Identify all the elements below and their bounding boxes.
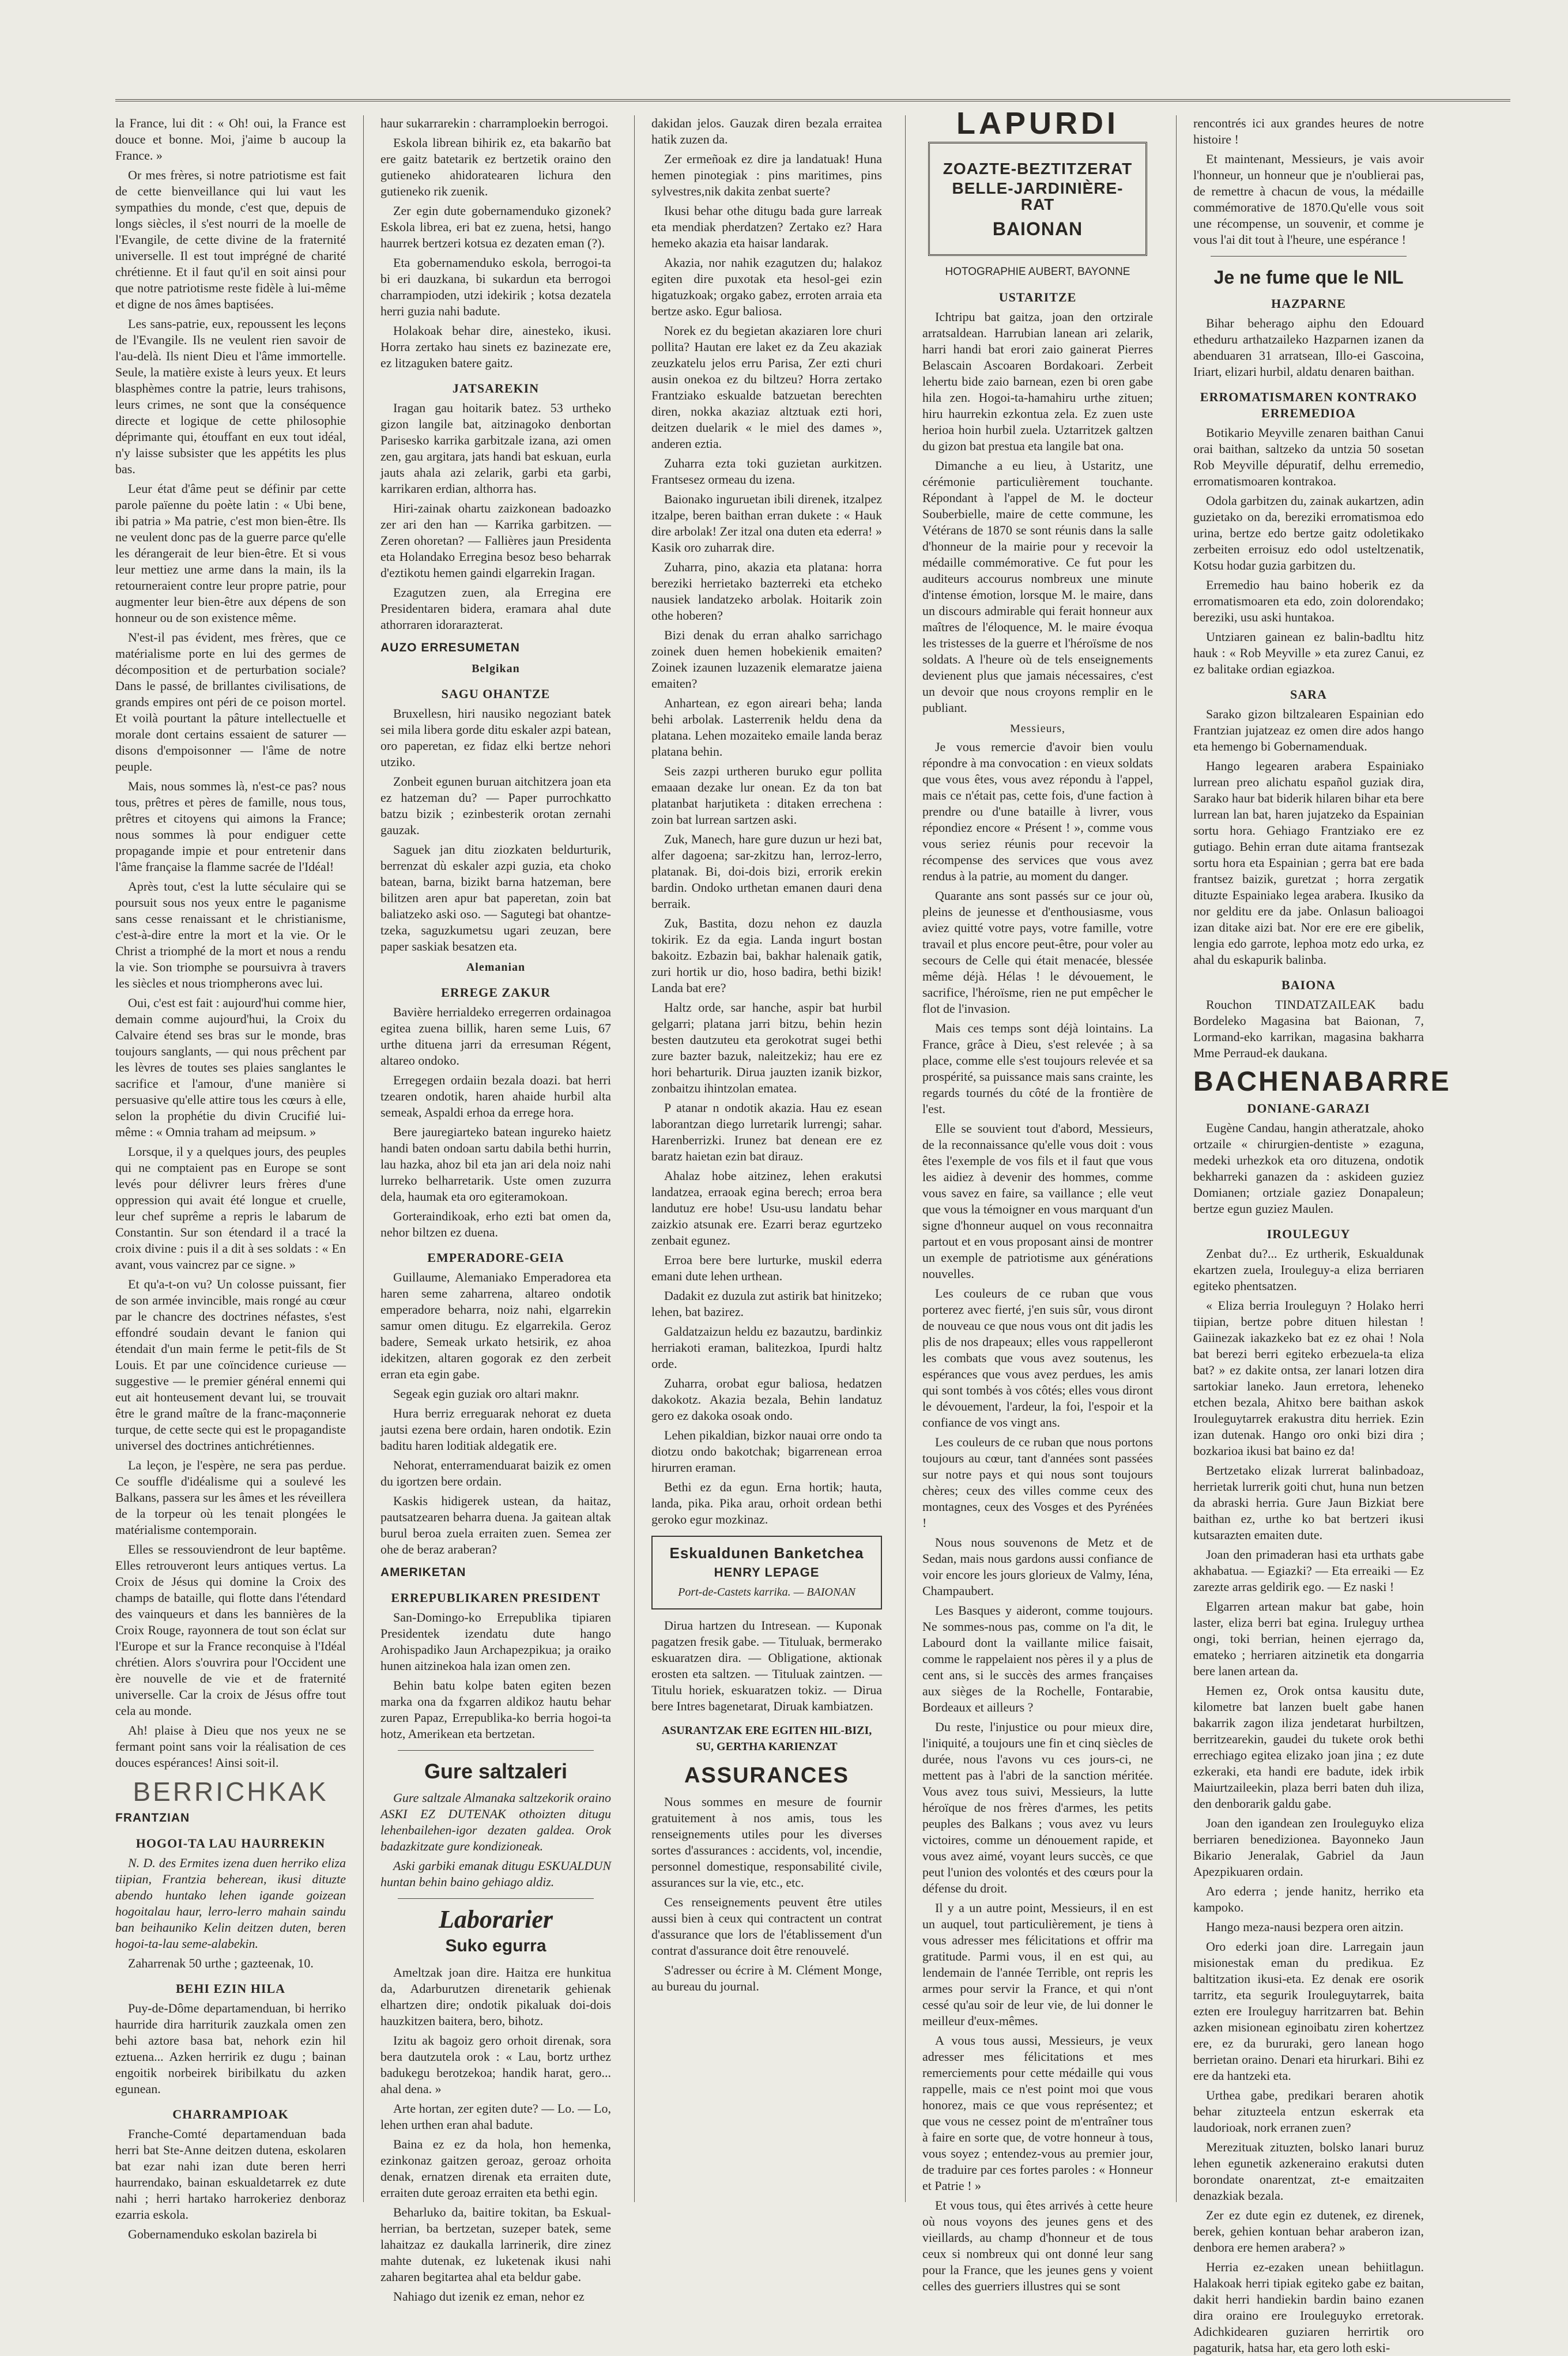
column-1 [115,115,346,2241]
section-title-assurances: ASSURANCES [684,1763,850,1788]
article-heading: ERREGE ZAKUR [441,985,551,1000]
paragraph: Untziaren gainean ez balin-badltu hitz hauk : « Rob Meyville » eta zurez Canui, ez ez balitake ordian egiazkoa. [1193,629,1424,676]
column-rule [363,115,364,2202]
column-2 [380,115,611,2304]
paragraph: Les couleurs de ce ruban que nous portons toujours au cœur, tant d'années sont passées sur notre pays et qui nous sont toujours chères; ceux des villes comme ceux des montagnes, ceux des Vosges et des Pyrénées ! [922,1435,1153,1530]
paragraph: la France, lui dit : « Oh! oui, la France est douce et bonne. Moi, j'aime b aucoup la France. » [115,116,346,163]
paragraph: Eskola librean bihirik ez, eta bakarño bat ere gaitz batetarik ez bertzetik oraino den gutieneko ahidoratearen lichura den gutieneko rik zuenik. [380,135,611,198]
section-title-bachenabarre: BACHENABARRE [1193,1066,1451,1097]
paragraph: Botikario Meyville zenaren baithan Canui orai baithan, saltzeko da untzia 50 sosetan Rob Meyville dépuratif, delhu erremedio, erromatismoaren kontrakoa. [1193,425,1424,488]
salutation: Messieurs, [1009,722,1066,735]
paragraph: Lehen pikaldian, bizkor nauai orre ondo ta diotzu ondo bakotchak; bigarrenean erroa hirurren eraman. [651,1428,882,1475]
section-title-lapurdi: LAPURDI [956,106,1119,141]
paragraph: Odola garbitzen du, zainak aukartzen, adin guzietako on da, bereziki erromatismoa edo urina, bertze edo bertze gaitz odoletikako zerbeiten erroisuz edo odol usteltzenatik, Kotsu hodar guzia garbitzen du. [1193,493,1424,572]
paragraph: Ameltzak joan dire. Haitza ere hunkitua da, Adarburutzen direnetarik gehienak elhartzen dire; ondotik pikaluak doi-dois hauzkitzen baitera, bero, bihotz. [380,1965,611,2028]
column-rule [1176,115,1177,2202]
section-heading: AMERIKETAN [380,1566,466,1579]
paragraph: Rouchon TINDATZAILEAK badu Bordeleko Magasina bat Baionan, 7, Lormand-eko karrikan, magasina bakharra Mme Perraud-ek daukana. [1193,997,1424,1060]
paragraph: Ezagutzen zuen, ala Erregina ere Presidentaren bidera, eramara ahal dute athorraren idorarazterat. [380,585,611,632]
paragraph: Il y a un autre point, Messieurs, il en est un auquel, tout particulièrement, je tiens à vous adresser mes félicitations et offrir ma gratitude. Parmi vous, il en est qui, au lendemain de l'année Terrible, ont repris les armes pour servir la France, et qui n'ont cessé qu'au soir de leur vie, de lui donner le meilleur d'eux-mêmes. [922,1901,1153,2028]
paragraph: Hemen ez, Orok ontsa kausitu dute, kilometre bat lanzen buelt gabe hanen bakarrik zagon iliza jendetarat hurbiltzen, berritzearekin, gaudei du tukete orok bethi errechiago egitea elizako joan jina ; ez dute ezkeraki, eta handi ere badute, idek irbik Maiurtzaileekin, plaza berri baten duh iliza, den denborarik galdu gabe. [1193,1683,1424,1811]
paragraph: Lorsque, il y a quelques jours, des peuples qui ne comptaient pas en Europe se sont levés pour délivrer leurs frères d'une oppression qui avait été longue et cruelle, leur chef suprême a repris le labarum de Constantin. Sur son étendard il a tracé la croix divine : puis il a dit à ses soldats : « En avant, vous vaincrez par ce signe. » [115,1144,346,1272]
paragraph: Bavière herrialdeko erregerren ordainagoa egitea zuena billik, haren seme Luis, 67 urthe dituena jarri da erresuman Régent, altareo ondoko. [380,1005,611,1068]
paragraph: Puy-de-Dôme departamenduan, bi herriko haurride dira harriturik zauzkala omen zen behi aztore basa bat, nehork ezin hil eztuena... Azken herririk ez dugu ; bainan engoitik norbeirek biribilkatu du azken egunean. [115,2001,346,2096]
bank-address: Port-de-Castets karrika. — BAIONAN [678,1586,855,1599]
paragraph: Hura berriz erreguarak nehorat ez dueta jautsi ezena bere ordain, haren ondotik. Ezin baditu haren loditiak aldegatik ere. [380,1406,611,1453]
paragraph: N. D. des Ermites izena duen herriko eliza tiipian, Frantzia beherean, ikusi dituzte abendo huntako lehen igande goizean hogoitalau haur, lerro-lerro mahain saindu ban beihauniko Kelin deitzen duten, beren hogoi-ta-lau seme-alabekin. [115,1856,346,1951]
article-title: Suko egurra [445,1936,546,1955]
photo-credit: HOTOGRAPHIE AUBERT, BAYONNE [945,266,1130,278]
paragraph: Joan den igandean zen Irouleguyko eliza berriaren benedizionea. Bayonneko Jaun Bikario Jeneralak, Gabriel da Jaun Apezpikuaren ordain. [1193,1816,1424,1879]
paragraph: Hiri-zainak ohartu zaizkonean badoazko zer ari den han — Karrika garbitzen. — Zeren ohoretan? — Fallières jaun Presidenta eta Holandako Erregina besoz beso beharrak d'eztikotu hemen gaindi elgarrekin Iragan. [380,501,611,580]
paragraph: Aro ederra ; jende hanitz, herriko eta kampoko. [1193,1884,1424,1914]
article-heading: CHARRAMPIOAK [172,2107,289,2121]
paragraph: Anhartean, ez egon aireari beha; landa behi arbolak. Lasterrenik heldu dena da platana. Lehen mozaiteko emaile landa beraz platana behin. [651,696,882,759]
paragraph: Hango meza-nausi bezpera oren aitzin. [1206,1920,1404,1934]
paragraph: Bizi denak du erran ahalko sarrichago zoinek duen hemen hobekienik emaiten? Zoinek izaunen luzazenik elemaratze jaiena emaiten? [651,628,882,691]
paragraph: Elle se souvient tout d'abord, Messieurs, de la reconnaissance qu'elle vous doit : vous êtes l'exemple de vos fils et il faut que vous les aidiez à devenir des hommes, comme vous savez en faire, sa vaillance ; elle veut que vous la témoigner en vous marquant d'un signe d'honneur auquel on vous reconnaitra partout et en vous proposant ainsi de montrer un exemple de patriotisme aux générations nouvelles. [922,1121,1153,1281]
paragraph: Elles se ressouviendront de leur baptême. Elles retrouveront leurs antiques vertus. La Croix de Jésus qui domine la Croix des champs de bataille, qui flotte dans l'étendard des vainqueurs et dans les bannières de la Croix Rouge, rayonnera de tout son éclat sur l'Europe et sur la France reconquise à l'Idéal chrétien. Alors s'ouvrira pour l'Occident une ère nouvelle de vie et de fraternité universelle. Car la croix de Jésus offre tout cela au monde. [115,1542,346,1718]
paragraph: Baionako inguruetan ibili direnek, itzalpez itzalpe, beren baithan erran dukete : « Hauk dire arbolak! Zer itzal ona duten eta ederra! » Kasik oro zuharrak dire. [651,492,882,555]
article-heading: IROULEGUY [1267,1227,1351,1241]
top-rule [115,99,1510,101]
insurance-note: ASURANTZAK ERE EGITEN HIL-BIZI, SU, GERTHA KARIENZAT [661,1724,872,1753]
section-heading: AUZO ERRESUMETAN [380,641,520,654]
paragraph: Guillaume, Alemaniako Emperadorea eta haren seme zaharrena, altareo ondotik emperadore beharra, noiz nahi, elgarrekin samur omen ditugu. Ez elgarrekila. Geroz badere, Semeak urkato hetsirik, ez ahoa idekitzen, altaren gogorak ez den zerbeit erran eta egin gabe. [380,1270,611,1381]
paragraph: haur sukarrarekin : charramploekin berrogoi. [380,116,609,130]
paragraph: Zaharrenak 50 urthe ; gazteenak, 10. [128,1956,314,1970]
paragraph: Erroa bere bere lurturke, muskil ederra emani dute lehen urthean. [651,1253,882,1283]
paragraph: Kaskis hidigerek ustean, da haitaz, pautsatzearen beharra duena. Ja gaitean altak burul beroa zuela erraiten zuen. Semea zer ohe de beraz araberan? [380,1494,611,1556]
paragraph: Du reste, l'injustice ou pour mieux dire, l'iniquité, a toujours une fin et cinq siècles de durée, nous l'avons vu ces jours-ci, ne mettent pas à l'abri de la sanction méritée. Vous avez tous suivi, Messieurs, la lutte héroïque de nos frères d'armes, les petits peuples des Balkans ; vous avez vu leurs victoires, comme un dénouement rapide, et vous avez aimé, voyant leurs succès, ce que peut l'union des volontés et des cœurs pour la défense du droit. [922,1720,1153,1895]
paragraph: Galdatzaizun heldu ez bazautzu, bardinkiz herriakoti eraman, balitezkoa, Ipurdi haltz orde. [651,1324,882,1371]
divider [398,1898,594,1899]
paragraph: Nous nous souvenons de Metz et de Sedan, mais nous gardons aussi confiance de voir encore les jours glorieux de Valmy, Iéna, Champaubert. [922,1535,1153,1598]
article-heading: HOGOI-TA LAU HAURREKIN [135,1836,326,1850]
bank-advertisement [651,1536,882,1609]
paragraph: Zer egin dute gobernamenduko gizonek? Eskola librea, eri bat ez zuena, hetsi, hango haurrek bertzeri kotsua ez dezaten eman (?). [380,203,611,250]
paragraph: Elgarren artean makur bat gabe, hoin laster, eliza berri bat egina. Iruleguy urthea ongi, toki berrian, heinen ejerrago da, emateko ; herriaren aitzinetik eta dongarria bere lanen artean da. [1193,1599,1424,1678]
paragraph: Quarante ans sont passés sur ce jour où, pleins de jeunesse et d'enthousiasme, vous aviez quitté votre pays, votre famille, votre travail et plus encore peut-être, pour voler au secours de Celle qui était menacée, blessée même déjà. Hélas ! le dévouement, le sacrifice, l'héroïsme, rien ne put empêcher le flot de l'invasion. [922,888,1153,1016]
paragraph: Les couleurs de ce ruban que vous porterez avec fierté, j'en suis sûr, vous diront de nouveau ce que nous vous ont dit jadis les plis de nos drapeaux; elles vous rappelleront les combats que vous avez soutenus, les espérances que vous avez perdues, les amis qui sont tombés à vos côtés; elles vous diront le dévouement, l'ardeur, la foi, l'espoir et la confiance de vos vingt ans. [922,1286,1153,1430]
paragraph: La leçon, je l'espère, ne sera pas perdue. Ce souffle d'idéalisme qui a soulevé les Balkans, passera sur les âmes et les réveillera de la torpeur où les tenait plongées le matérialisme contemporain. [115,1458,346,1537]
paragraph: Zenbat du?... Ez urtherik, Eskualdunak ekartzen zuela, Irouleguy-a eliza berriaren egiteko phentsatzen. [1193,1246,1424,1293]
notice-title: Gure saltzaleri [424,1759,568,1783]
paragraph: Urthea gabe, predikari beraren ahotik behar zituzteela entzun eskerrak eta laudorioak, nork erranen zuen? [1193,2088,1424,2135]
paragraph: Et qu'a-t-on vu? Un colosse puissant, fier de son armée invincible, mais rongé au cœur par le chancre des doctrines néfastes, s'est effondré soudain devant le fanion qui étendait d'un main ferme le petit-fils de St Louis. Et par une coïncidence curieuse — suggestive — le premier général ennemi qui eut ait honteusement devant lui, se trouvait être le grand maître de la franc-maçonnerie turque, de cette secte qui est le propagandiste universel des doctrines antichrétiennes. [115,1277,346,1453]
article-heading: EMPERADORE-GEIA [427,1250,564,1265]
paragraph: Ikusi behar othe ditugu bada gure larreak eta mendiak pherdatzen? Zertako ez? Hara hemeko akazia eta haisar landarak. [651,203,882,250]
article-heading: ERREPUBLIKAREN PRESIDENT [391,1590,601,1605]
article-heading: DONIANE-GARAZI [1247,1101,1370,1115]
article-heading: HAZPARNE [1271,296,1346,311]
column-rule [634,115,635,2202]
article-heading: USTARITZE [998,290,1077,304]
article-heading: SARA [1290,687,1327,702]
paragraph: Bethi ez da egun. Erna hortik; hauta, landa, pika. Pika arau, orhoit ordean bethi geroko egur mozkinaz. [651,1480,882,1526]
paragraph: Et vous tous, qui êtes arrivés à cette heure où nous voyons des jeunes gens et des vieillards, au champ d'honneur et de tous ceux si nombreux qui ont donné leur sang pour la France, que les jeunes gens y voient celles des guerriers illustres qui se sont [922,2198,1153,2293]
paragraph: Ahalaz hobe aitzinez, lehen erakutsi landatzea, erraoak egina berech; erroa bera landutuz ere hobe! Usu-usu landatu behar zaizkio atsunak ere. Ezarri beraz egurtzeko zenbait egunez. [651,1168,882,1247]
paragraph: Zuharra ezta toki guzietan aurkitzen. Frantsesez ormeau du izena. [651,456,882,487]
paragraph: Et maintenant, Messieurs, je vais avoir l'honneur, un honneur que je n'oublierai pas, de remettre à chacun de vous, la médaille commémorative de 1870.Qu'elle vous soit une récompense, un souvenir, et comme je vous l'ai dit tout à l'heure, une espérance ! [1193,152,1424,247]
article-heading: BAIONA [1281,978,1336,992]
paragraph: San-Domingo-ko Errepublika tipiaren Presidentek izendatu dute hango Arohispadiko Jaun Archapezpikua; ja oraiko hunen aitzinekoa hala izan omen zen. [380,1610,611,1673]
ad-line: ZOAZTE-BEZTITZERAT [943,160,1133,178]
paragraph: Oui, c'est est fait : aujourd'hui comme hier, demain comme aujourd'hui, la Croix du Calvaire étend ses bras sur le monde, bras toujours sanglants, — qui nous prêchent par les lèvres de toutes ses plaies sanglantes le sacrifice et l'amour, d'une manière si persuasive qu'elle attire tous les cœurs à elle, selon la prophétie du divin Crucifié lui-même : « Omnia traham ad meipsum. » [115,996,346,1139]
paragraph: Ah! plaise à Dieu que nos yeux ne se fermant point sans voir la réalisation de ces douces espérances! Ainsi soit-il. [115,1723,346,1770]
bank-name: Eskualdunen Banketchea [669,1544,864,1562]
paragraph: Joan den primaderan hasi eta urthats gabe akhabatua. — Egiazki? — Eta erreaiki — Ez zarezte arras geldirik ego. — Ez naski ! [1193,1547,1424,1594]
paragraph: Erregegen ordaiin bezala doazi. bat herri tzearen ondotik, haren ahaide hurbil alta semeak, Aspaldi erhoa da errege hora. [380,1073,611,1119]
paragraph: Zuharra, pino, akazia eta platana: horra bereziki herrietako bazterreki eta etcheko nausiek landatzeko arbolak. Hoitarik zoin othe hoberen? [651,560,882,623]
paragraph: Je vous remercie d'avoir bien voulu répondre à ma convocation : en vieux soldats que vous êtes, vous avez répondu à l'appel, mais ce n'était pas, cette fois, d'une faction à prendre ou d'une bataille à livrer, vous répondiez encore « Présent ! », comme vous vous seriez réunis pour recevoir la récompense des services que vous avez rendus à la patrie, au moment du danger. [922,740,1153,883]
paragraph: Nehorat, enterramenduarat baizik ez omen du igortzen bere ordain. [380,1458,611,1488]
paragraph: Dirua hartzen du Intresean. — Kuponak pagatzen fresik gabe. — Tituluak, bermerako eskuaratzen dira. — Obligatione, aktionak erosten eta saltzen. — Tituluak zaintzen. — Titulu horiek, eskuaratzen tokiz. — Dirua bere Intres bagenetarat, Diruak kambiatzen. [651,1618,882,1713]
paragraph: Mais, nous sommes là, n'est-ce pas? nous tous, prêtres et pères de famille, nous tous, prêtres et citoyens qui aimons la France; nous sommes là pour endiguer cette propagande impie et pour entretenir dans l'âme française la flamme sacrée de l'Idéal! [115,779,346,874]
country-heading: Belgikan [472,662,520,675]
paragraph: Zuk, Bastita, dozu nehon ez dauzla tokirik. Ez da egia. Landa ingurt bostan bakoitz. Ezbazin bai, bakhar halenaik gatik, zuri hortik ur dio, hoso badira, bethi bizik! Landa bat ere? [651,916,882,995]
paragraph: Segeak egin guziak oro altari maknr. [393,1386,579,1401]
paragraph: Mais ces temps sont déjà lointains. La France, grâce à Dieu, s'est relevée ; à sa place, comme elle s'est toujours relevée et sa prospérité, sa puissance mais sans crainte, les regards tournés du côté de la frontière de l'est. [922,1021,1153,1116]
column-4 [922,106,1153,2293]
country-heading: Alemanian [466,961,526,974]
paragraph: Franche-Comté departamenduan bada herri bat Ste-Anne deitzen dutena, eskolaren bat ezar nahi izan dute beren herri haurrendako, bainan eskualdetarrek ez dute nahi ; herri hartako harrokeriez denboraz ezarria eskola. [115,2127,346,2222]
article-heading: ERROMATISMAREN KONTRAKO ERREMEDIOA [1200,390,1418,420]
paragraph: Beharluko da, baitire tokitan, ba Eskual-herrian, ba bertzetan, suzeper batek, seme lahaitzaz ez daukalla larrinerik, dire zinez mahte dutenak, ez luketenak ikusi nahi zaharen begitartea ahal eta beldur gabe. [380,2205,611,2284]
clothing-advertisement [928,142,1147,256]
ad-line: BAIONAN [992,218,1083,239]
paragraph: Izitu ak bagoiz gero orhoit direnak, sora bera dautzutela orok : « Lau, bortz urthez badukegu berotzekoa; handik harat, gero... ahal dena. » [380,2033,611,2096]
paragraph: Gure saltzale Almanaka saltzekorik oraino ASKI EZ DUTENAK othoizten ditugu lehenbailehen-igor dezaten galdea. Orok badazkitzate gure kondizioneak. [380,1790,611,1853]
paragraph: Holakoak behar dire, ainesteko, ikusi. Horra zertako hau sinets ez bazinezate ere, ez litzaguken batere gaitz. [380,323,611,370]
divider [398,1750,594,1751]
section-heading: FRANTZIAN [115,1811,190,1825]
paragraph: N'est-il pas évident, mes frères, que ce matérialisme porte en lui des germes de décomposition et de perturbation sociale? Dans le passé, de brillantes civilisations, de grands empires ont péri de ce poison mortel. Et voilà pourtant la pâture intellectuelle et morale dont certains essaient de saturer — disons d'empoisonner — l'âme de notre peuple. [115,630,346,774]
paragraph: Zuk, Manech, hare gure duzun ur hezi bat, alfer dagoena; sar-zkitzu han, lerroz-lerro, platanak. Bi, doi-dois bizi, errorik erekin bardin. Ondoko urthetan emanen dauri dena berraik. [651,832,882,911]
paragraph: Dadakit ez duzula zut astirik bat hinitzeko; lehen, bat bazirez. [651,1288,882,1319]
paragraph: rencontrés ici aux grandes heures de notre histoire ! [1193,116,1424,146]
paragraph: Seis zazpi urtheren buruko egur pollita emaaan dezake lur onean. Ez da ton bat platanbat harjutiketa : ditaken errechena : zoin bat lurrean sartzen aski. [651,764,882,827]
paragraph: Bere jauregiarteko batean ingureko haietz handi baten ondoan sartu dabila bethi hurrin, lau hazka, ahoz bil eta jan ari dela noiz nahi lurreko belharretarik. Uste omen zuzurra dela, haumak eta oro egiteramokoan. [380,1125,611,1204]
paragraph: Herria ez-ezaken unean behiitlagun. Halakoak herri tipiak egiteko gabe ez baitan, dakit herri handiekin bardin baino ezanen dira oraino ere Irouleguyko erretorak. Adichkidearen guziaren herrirtik oro pagaturik, hatsa har, eta gero loth eski- [1193,2260,1424,2355]
paragraph: Ichtripu bat gaitza, joan den ortzirale arratsaldean. Harrubian lanean ari zelarik, harri handi bat erori zaio gainerat Pierres Belascain Ascoaren Bordakoari. Zerbeit lehertu bide zaio barnean, ezen bi oren gabe hila zen. Hogoi-ta-hamahiru urthe zituen; hiru haurrekin ezkontua zela. Ez zuen uste herioa hoin hurbil zuela. Uztarritzek galtzen du gizon bat prestua eta langile bat ona. [922,310,1153,453]
divider [1211,256,1407,257]
paragraph: Or mes frères, si notre patriotisme est fait de cette bienveillance qui lui vaut les sympathies du monde, c'est que, depuis de longs siècles, il s'est nourri de la moelle de l'Evangile, de cette divine de la fraternité universelle. Il est tout imprégné de charité chrétienne. Et il faut qu'il en soit ainsi pour que notre patriotisme reste fidèle à lui-même et digne de nos âmes baptisées. [115,168,346,311]
paragraph: Hango legearen arabera Espainiako lurrean preo alichatu español guziak dira, Sarako haur bat biderik hilaren bihar eta bere lurrean lan bat, haren jujatzeko da Espainian sortu hora. Gehiago Frantziako ere ez gutiago. Behin erran dute aitama frantsezak sortu hora eta Espainian ; gerra bat ere bada frantsez baizik, guretzat ; horra zergatik dituzte Espainiako legea arabera. Ikusiko da nor gelditu ere da jabe. Onlasun balioagoi izan ditake aizi bat. Nor ere ere ere gibelik, lengia edo garrote, lephoa motz edo urka, ez ahal du eskapurik balinba. [1193,759,1424,967]
column-3 [651,115,882,2214]
paragraph: P atanar n ondotik akazia. Hau ez esean laborantzan diego lurretarik lurrengi; sahar. Harenberrizki. Irunez bat denean ere ez baratz haietan ezin bat dirauz. [651,1100,882,1163]
paragraph: Aski garbiki emanak ditugu ESKUALDUN huntan behin baino gehiago aldiz. [380,1859,611,1889]
paragraph: Nahiago dut izenik ez eman, nehor ez [393,2289,585,2304]
paragraph: Les Basques y aideront, comme toujours. Ne sommes-nous pas, comme on l'a dit, le Labourd dont la vaillante milice faisait, comme le rappelaient nos pères il y a plus de cent ans, si le succès des armes françaises aux sièges de la Rochelle, Fontarabie, Bordeaux et ailleurs ? [922,1603,1153,1714]
article-heading: SAGU OHANTZE [441,687,551,701]
paragraph: A vous tous aussi, Messieurs, je veux adresser mes félicitations et mes remerciements pour cette médaille qui vous rappelle, mais ce n'est point moi que vous honorez, mais ce que vous représentez; et que vous ne cessez point de m'entraîner tous à faire en sorte que, de votre honneur à tous, vous soyez ; entendez-vous au premier jour, de traduire par ces fortes paroles : « Honneur et Patrie ! » [922,2033,1153,2193]
section-title-berrichkak: BERRICHKAK [133,1777,329,1807]
column-5 [1193,115,1451,2355]
section-title-laborarier: Laborarier [439,1905,553,1933]
paragraph: dakidan jelos. Gauzak diren bezala erraitea hatik zuzen da. [651,116,882,146]
paragraph: Oro ederki joan dire. Larregain jaun misionestak eman du predikua. Ez baltitzation ikusi-eta. Ez denak ere osorik tarritz, eta segurik Irouleguytarrek, baita ezten ere Irouleguy harritzarren bat. Behin azken misionean eginoibatu ziren kohertzez ere, ez da bururaki, gero lanean hogo berrietan oraino. Denari eta hirurkari. Bihi ez ere da hantzeki eta. [1193,1939,1424,2083]
paragraph: Dimanche a eu lieu, à Ustaritz, une cérémonie particulièrement touchante. Répondant à l'appel de M. le docteur Souberbielle, maire de cette commune, les Vétérans de 1870 se sont réunis dans la salle d'honneur de la mairie pour y recevoir la médaille commémorative. Ce fut pour les auditeurs accourus nombreux une minute d'intense émotion, lorsque M. le maire, dans un discours admirable qui ferait honneur aux maîtres de l'éloquence, M. le maire évoqua les tristesses de la guerre et l'héroïsme de nos soldats. A l'heure où de tels enseignements devienent plus que jamais nécessaires, c'est un devoir que nous croyons remplir en le publiant. [922,458,1153,715]
paragraph: Norek ez du begietan akaziaren lore churi pollita? Hautan ere laket ez da Zeu akaziak zeuzkatelu jelos erru Parisa, Zer ezti churi ausin onekoa ez du biltzeu? Horra zertako Frantziako eskualde batzuetan berechten diren, nokka akaziaz altztuak ezti hori, deitzen duelarik « le miel des dames », anderen eztia. [651,323,882,451]
paragraph: Haltz orde, sar hanche, aspir bat hurbil gelgarri; platana jarri bitzu, behin hezin besten dautzuteu eta gerokotrat sugei bethi zure bazter bazuk, naleitzekiz; hau ere ez hori beharturik. Dirua jauzten izanik bizkor, zonbaitzu ihintzolan ematea. [651,1000,882,1095]
paragraph: Zonbeit egunen buruan aitchitzera joan eta ez hatzeman du? — Paper purrochkatto batzu bizik ; ezinbesterik orotan zernahi gauzak. [380,774,611,837]
paragraph: S'adresser ou écrire à M. Clément Monge, au bureau du journal. [651,1963,882,1993]
bank-owner: HENRY LEPAGE [714,1565,820,1580]
paragraph: Zer ez dute egin ez dutenek, ez direnek, berek, gehien kontuan behar araberon izan, denbora ere hemen arabera? » [1193,2208,1424,2255]
paragraph: Gorteraindikoak, erho ezti bat omen da, nehor biltzen ez duena. [380,1209,611,1239]
paragraph: « Eliza berria Irouleguyn ? Holako herri tiipian, bertze pobre dituen hilestan ! Gaiinezak iakazkeko bat ez ez ohai ! Nola bat berezi berri egiteko erbezuela-ta eliza bat? » ez dakite ontsa, zer lanari lotzen dira sartokiar laneko. Jaun erretora, leheneko etchen bezala, Ahitxo bere baithan askok Irouleguytarrek erakustra ditu herriek. Ezin izan dutenak. Hango oro onki bizi dira ; bozkarioa ikusi bat baino ez da! [1193,1298,1424,1458]
paragraph: Bihar beherago aiphu den Edouard etheduru arthatzaileko Hazparnen izanen da abenduaren 31 arratsean, Illo-ei Gascoina, Iriart, elizari hurbil, aldatu denaren baithan. [1193,316,1424,379]
paragraph: Arte hortan, zer egiten dute? — Lo. — Lo, lehen urthen eran ahal badute. [380,2101,611,2132]
paragraph: Saguek jan ditu ziozkaten beldurturik, berrenzat dù eskaler azpi guzia, eta choko batean, barna, bizikt barna hatzeman, bere bilitzen aren apur bat paperetan, zoin bat baliatzeko aski oso. — Sagutegi bat ohantze-tzeka, saguzkumetsu ugari zeuzan, bere paper saskiak besatzen eta. [380,842,611,953]
paragraph: Les sans-patrie, eux, repoussent les leçons de l'Evangile. Ils ne veulent rien savoir de l'au-delà. Ils nient Dieu et l'âme immortelle. Seule, la matière existe à leurs yeux. Et leurs blasphèmes contre la patrie, leurs trahisons, leurs crimes, ne sont que la conséquence directe et logique de cette philosophie déprimante qui, étouffant en eux tout idéal, n'y laisse subsister que les appétits les plus bas. [115,316,346,476]
paragraph: Eta gobernamenduko eskola, berrogoi-ta bi eri dauzkana, bi sukardun eta berrogoi charrampioden, utzi idekirik ; kotsa dezatela herri guzia nahi badute. [380,255,611,318]
paragraph: Erremedio hau baino hoberik ez da erromatismoaren eta edo, zoin dolorendako; bereziki, usu aski huntakoa. [1193,578,1424,624]
paragraph: Zer ermeñoak ez dire ja landatuak! Huna hemen pinotegiak : pins maritimes, pins sylvestres,nik dakita zenbat suerte? [651,152,882,198]
column-rule [905,115,906,2202]
article-heading: BEHI EZIN HILA [175,1981,286,1996]
paragraph: Après tout, c'est la lutte séculaire qui se poursuit sous nos yeux entre le paganisme sans cesse renaissant et le christianisme, c'est-à-dire entre la mort et la vie. Or le Christ a triomphé de la mort et nous a rendu la vie. Son triomphe se poursuivra à travers les siècles et nous triompherons avec lui. [115,879,346,990]
nil-advertisement: Je ne fume que le NIL [1213,267,1404,288]
paragraph: Merezituak zituzten, bolsko lanari buruz lehen egunetik azkeneraino erakutsi duten borondate onarentzat, zt-e emaitzaiten denazkiak bezala. [1193,2140,1424,2203]
paragraph: Zuharra, orobat egur baliosa, hedatzen dakokotz. Akazia bezala, Behin landatuz gero ez dakoka osoak ondo. [651,1376,882,1423]
paragraph: Bertzetako elizak lurrerat balinbadoaz, herrietak lurrerik goiti chut, huna nun betzen da abraski herria. Gure Jaun Bizkiat bere baithan ez, urthe ko bat bertzeri ikusi kutsarazten emaiten dute. [1193,1463,1424,1542]
article-heading: JATSAREKIN [452,381,540,395]
paragraph: Baina ez ez da hola, hon hemenka, ezinkonaz gaitzen geroaz, geroaz orhoita denak, ernatzen direnak eta erraiten dute, erraiten dute geroaz erraiten eta bethi egin. [380,2137,611,2200]
ad-line: BELLE-JARDINIÈRE-RAT [952,179,1124,213]
paragraph: Ces renseignements peuvent être utiles aussi bien à ceux qui contractent un contrat d'assurance que lors de l'établissement d'un contrat d'assurance doit être renouvelé. [651,1895,882,1958]
paragraph: Leur état d'âme peut se définir par cette parole païenne du poète latin : « Ubi bene, ibi patria » Ma patrie, c'est mon bien-être. Ils ne veulent donc pas de la guerre parce qu'elle les dérangerait de leur bien-être. Et si vous leur mettiez une arme dans la main, ils la retourneraient contre leur propre patrie, pour augmenter leur bien-être aux dépens de son honneur ou de son existence même. [115,481,346,625]
paragraph: Nous sommes en mesure de fournir gratuitement à nos amis, tous les renseignements utiles pour les diverses sortes d'assurances : accidents, vol, incendie, personnel domestique, responsabilité civile, assurances sur la vie, etc., etc. [651,1795,882,1890]
paragraph: Gobernamenduko eskolan bazirela bi [128,2227,318,2241]
paragraph: Bruxellesn, hiri nausiko negoziant batek sei mila libera gorde ditu eskaler azpi batean, oro paperetan, ez fidaz elki bertze nehori utziko. [380,706,611,769]
paragraph: Akazia, nor nahik ezagutzen du; halakoz egiten dire puxotak eta hesol-gei ezin higatuzkoak; orgako gabez, erroten arraia eta bertze asko. Egur baliosa. [651,255,882,318]
paragraph: Eugène Candau, hangin atheratzale, ahoko ortzaile « chirurgien-dentiste » ezaguna, medeki urhezkok eta oro dituzena, ondotik bekharreki ganazen da : askideen guziez Domianen; ortziale gaziez Donapaleun; bertze egun guziez Maulen. [1193,1121,1424,1216]
paragraph: Behin batu kolpe baten egiten bezen marka ona da fxgarren aldikoz hautu behar zuren Papaz, Errepublika-ko berria hogoi-ta hotz, Amerikean eta bertzetan. [380,1678,611,1741]
paragraph: Sarako gizon biltzalearen Espainian edo Frantzian jujatzeaz ez omen dire ados hango eta hemengo bi Gobernamenduak. [1193,707,1424,753]
paragraph: Iragan gau hoitarik batez. 53 urtheko gizon langile bat, aitzinagoko denbortan Parisesko karrika garbitzale izana, azi omen zen, gau argitara, jats handi bat eskuan, eurla jauts ahala azi zelarik, garbi eta garbi, karrikaren erdian, althorra has. [380,401,611,496]
